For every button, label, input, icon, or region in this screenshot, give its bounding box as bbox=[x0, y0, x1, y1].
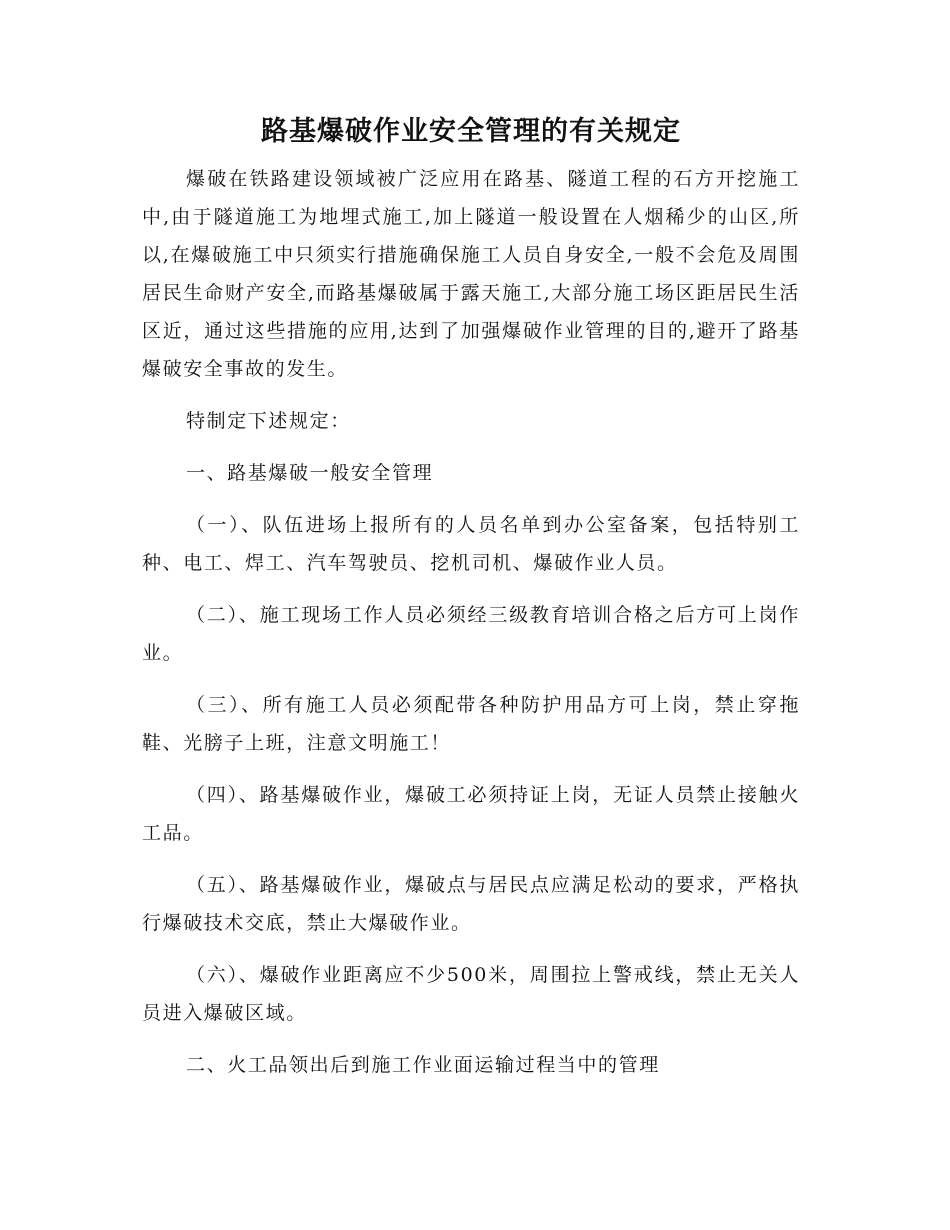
section-heading-1: 一、路基爆破一般安全管理 bbox=[186, 462, 434, 484]
clause-4: （四）、路基爆破作业，爆破工必须持证上岗，无证人员禁止接触火工品。 bbox=[142, 784, 800, 844]
section-heading-2: 二、火工品领出后到施工作业面运输过程当中的管理 bbox=[186, 1054, 660, 1076]
clause-1: （一）、队伍进场上报所有的人员名单到办公室备案，包括特别工种、电工、焊工、汽车驾驶员、挖机司机、爆破作业人员。 bbox=[142, 514, 800, 574]
clause-3: （三）、所有施工人员必须配带各种防护用品方可上岗，禁止穿拖鞋、光膀子上班，注意文明施工！ bbox=[142, 694, 800, 754]
intro-paragraph: 爆破在铁路建设领域被广泛应用在路基、隧道工程的石方开挖施工中,由于隧道施工为地埋式施工,加上隧道一般设置在人烟稀少的山区,所以,在爆破施工中只须实行措施确保施工人员自身安全,一般不会危及周围居民生命财产安全,而路基爆破属于露天施工,大部分施工场区距居民生活区近，通过这些措施的应用,达到了加强爆破作业管理的目的,避开了路基爆破安全事故的发生。 bbox=[142, 168, 800, 380]
clause-2: （二）、施工现场工作人员必须经三级教育培训合格之后方可上岗作业。 bbox=[142, 604, 800, 664]
document-title: 路基爆破作业安全管理的有关规定 bbox=[261, 116, 681, 147]
regulation-lead-in: 特制定下述规定： bbox=[186, 410, 351, 432]
clause-5: （五）、路基爆破作业，爆破点与居民点应满足松动的要求，严格执行爆破技术交底，禁止大爆破作业。 bbox=[142, 874, 800, 934]
clause-6: （六）、爆破作业距离应不少500米，周围拉上警戒线，禁止无关人员进入爆破区域。 bbox=[142, 964, 800, 1024]
